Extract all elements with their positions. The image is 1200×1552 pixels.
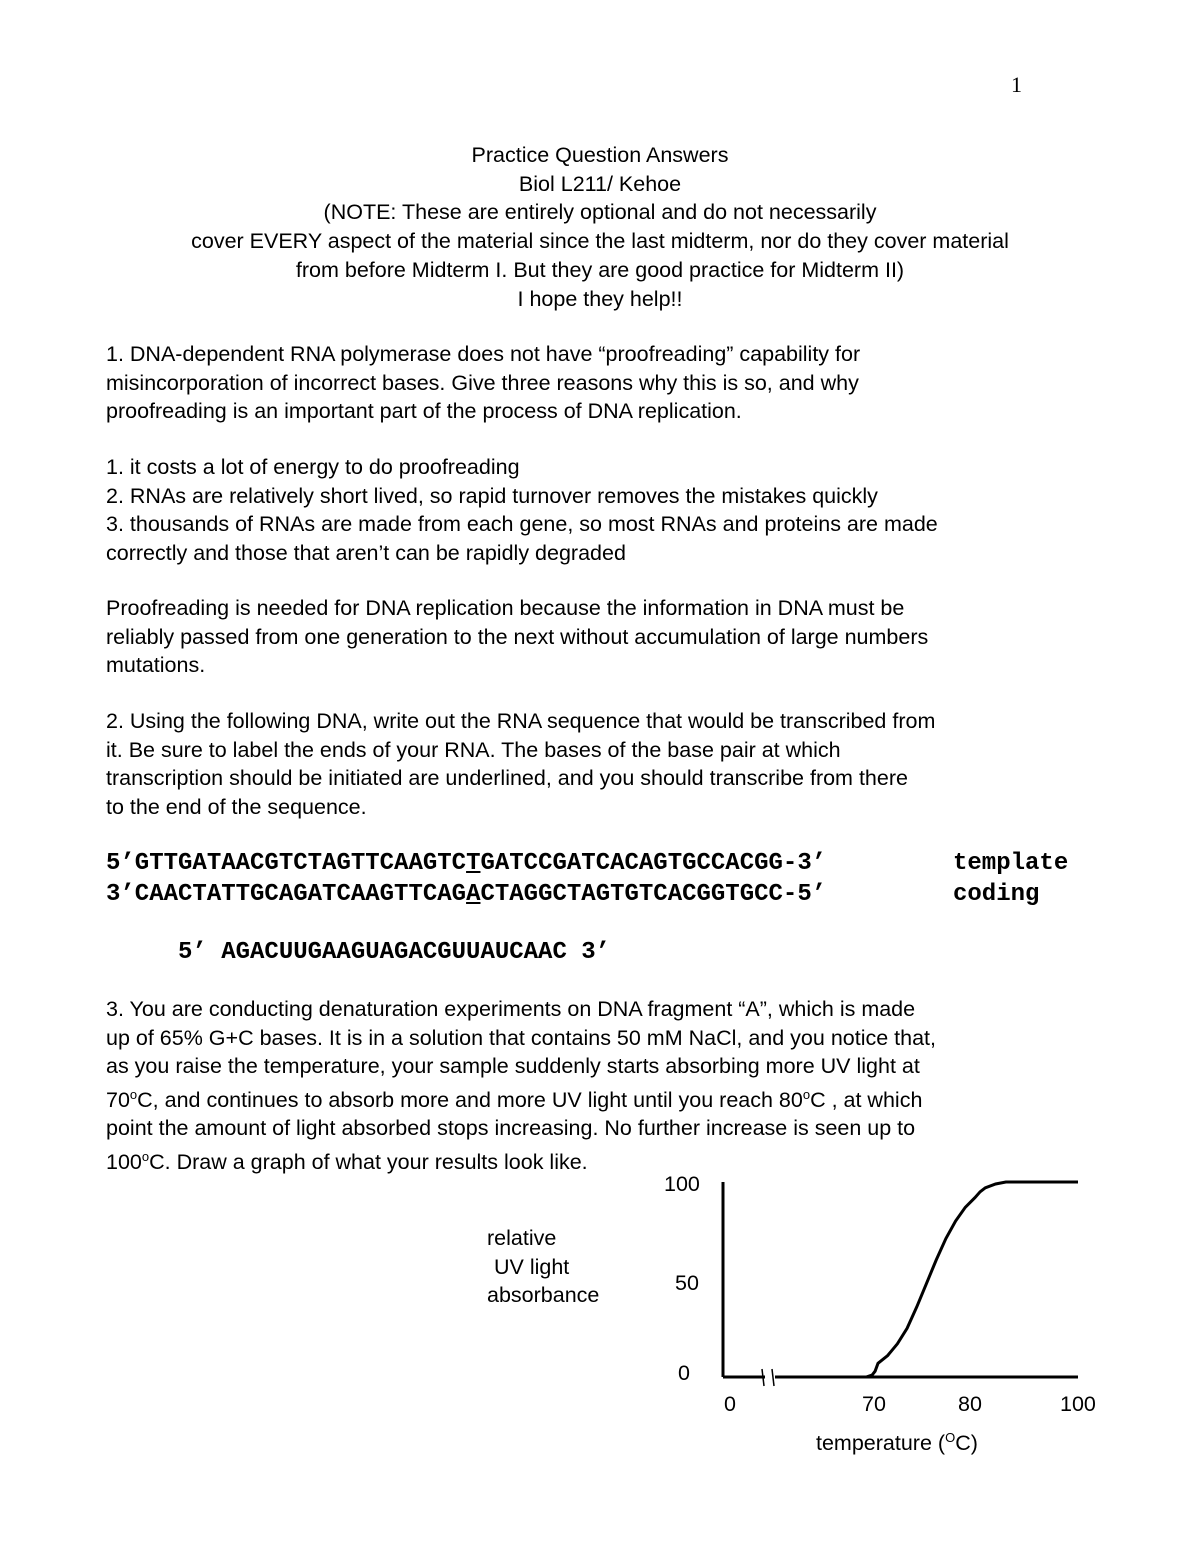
text-line: up of 65% G+C bases. It is in a solution that contains 50 mM NaCl, and you notice that, xyxy=(106,1025,936,1050)
y-axis-label-line: relative xyxy=(487,1226,557,1250)
text-line: transcription should be initiated are underlined, and you should transcribe from there xyxy=(106,766,908,790)
text-line: 2. RNAs are relatively short lived, so rapid turnover removes the mistakes quickly xyxy=(106,483,878,508)
superscript: o xyxy=(141,1148,150,1164)
text-line: misincorporation of incorrect bases. Give three reasons why this is so, and why xyxy=(106,370,859,395)
y-axis-label-line: absorbance xyxy=(487,1283,600,1307)
x-tick-label: 100 xyxy=(1060,1392,1096,1416)
text-line: Proofreading is needed for DNA replication because the information in DNA must be xyxy=(106,596,905,620)
text-line: proofreading is an important part of the process of DNA replication. xyxy=(106,399,742,423)
x-tick-label: 80 xyxy=(958,1392,982,1416)
text-line: 1. it costs a lot of energy to do proofreading xyxy=(106,455,520,479)
header-title: Practice Question Answers xyxy=(471,143,729,167)
text-part: C, and continues to absorb more and more UV light until you reach 80 xyxy=(137,1087,803,1112)
sequence-part: GATCCGATCACAGTGCCACGG-3’ xyxy=(480,850,827,877)
text-line: 1. DNA-dependent RNA polymerase does not have “proofreading” capability for xyxy=(106,342,861,366)
y-tick-label: 100 xyxy=(664,1172,700,1196)
header-note: cover EVERY aspect of the material since the last midterm, nor do they cover material xyxy=(191,229,1009,254)
y-tick-label: 0 xyxy=(678,1361,690,1385)
x-axis-label-part: C) xyxy=(955,1431,978,1456)
header-note: I hope they help!! xyxy=(517,286,683,311)
superscript: o xyxy=(129,1086,138,1102)
text-line: it. Be sure to label the ends of your RNA. The bases of the base pair at which xyxy=(106,737,841,762)
text-line: to the end of the sequence. xyxy=(106,794,367,819)
text-part: 100 xyxy=(106,1149,142,1174)
page-number: 1 xyxy=(1011,72,1022,97)
data-series-line xyxy=(775,1182,1078,1377)
initiation-base: A xyxy=(466,881,481,908)
x-tick-label: 0 xyxy=(724,1392,736,1416)
text-line: 3. You are conducting denaturation experiments on DNA fragment “A”, which is made xyxy=(106,997,916,1021)
x-axis-label-part: temperature ( xyxy=(816,1431,946,1456)
header-note: from before Midterm I. But they are good practice for Midterm II) xyxy=(295,257,905,282)
template-label: template xyxy=(953,850,1069,877)
coding-label: coding xyxy=(953,881,1040,908)
text-part: 70 xyxy=(106,1087,130,1112)
text-line: correctly and those that aren’t can be rapidly degraded xyxy=(106,540,626,565)
rna-answer: 5’ AGACUUGAAGUAGACGUUAUCAAC 3’ xyxy=(178,939,611,966)
axis-break-mark xyxy=(762,1369,764,1386)
text-part: C. Draw a graph of what your results look like. xyxy=(149,1149,588,1174)
text-line: as you raise the temperature, your sample suddenly starts absorbing more UV light at xyxy=(106,1054,920,1078)
superscript: o xyxy=(802,1086,811,1102)
initiation-base: T xyxy=(466,850,481,877)
header-note: (NOTE: These are entirely optional and do not necessarily xyxy=(323,200,877,225)
text-part: C , at which xyxy=(810,1087,923,1112)
text-line: mutations. xyxy=(106,653,206,677)
header-course: Biol L211/ Kehoe xyxy=(518,171,682,196)
y-axis-label-line: UV light xyxy=(494,1254,570,1279)
text-line: reliably passed from one generation to the next without accumulation of large numbers xyxy=(106,624,929,649)
y-tick-label: 50 xyxy=(675,1271,699,1295)
text-line: point the amount of light absorbed stops increasing. No further increase is seen up to xyxy=(106,1116,916,1141)
sequence-part: CTAGGCTAGTGTCACGGTGCC-5’ xyxy=(480,881,827,908)
x-tick-label: 70 xyxy=(862,1392,886,1416)
text-line: 2. Using the following DNA, write out the RNA sequence that would be transcribed from xyxy=(106,709,936,733)
text-line: 3. thousands of RNAs are made from each gene, so most RNAs and proteins are made xyxy=(106,512,938,536)
axis-break-mark xyxy=(772,1369,774,1386)
x-axis-label-sup: O xyxy=(945,1430,956,1445)
sequence-part: 5’GTTGATAACGTCTAGTTCAAGTC xyxy=(106,850,467,877)
sequence-part: 3’CAACTATTGCAGATCAAGTTCAG xyxy=(106,881,467,908)
